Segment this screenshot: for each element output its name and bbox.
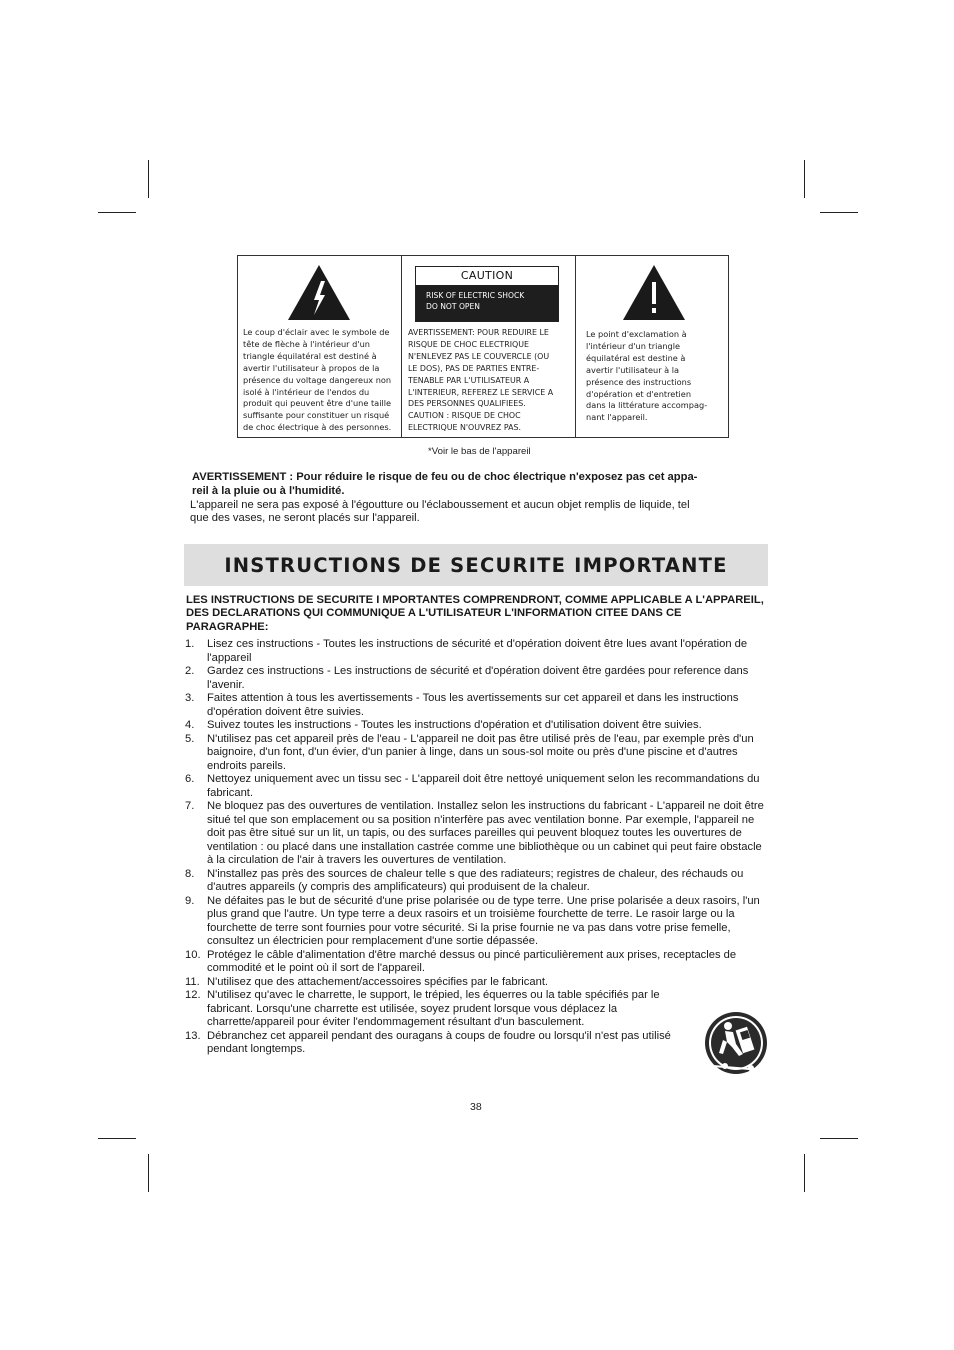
section-title: INSTRUCTIONS DE SECURITE IMPORTANTE bbox=[224, 553, 728, 577]
item-number: 8. bbox=[185, 867, 195, 880]
exclamation-warning-cell bbox=[576, 256, 728, 437]
item-number: 2. bbox=[185, 665, 195, 677]
item-text: Gardez ces instructions - Les instructions de sécurité et d'opération doivent être gardées pour reference dans l'avenir. bbox=[207, 665, 749, 691]
exclamation-triangle-icon bbox=[622, 264, 686, 321]
item-text: Nettoyez uniquement avec un tissu sec - L'appareil doit être nettoyé uniquement selon les recommandations du fabricant. bbox=[207, 773, 760, 799]
warning-panel bbox=[237, 255, 729, 438]
list-item bbox=[185, 692, 770, 719]
instructions-list bbox=[185, 638, 770, 1057]
list-item bbox=[185, 976, 770, 990]
caution-warning-text: AVERTISSEMENT: POUR REDUIRE LE RISQUE DE CHOC ELECTRIQUE N'ENLEVEZ PAS LE COUVERCLE (OU LE DOS), PAS DE PARTIES ENTRE- TENABLE PAR L'UTILISATEUR A L'INTERIEUR, REFEREZ LE SERVICE A DES PERSONNES QUALIFIEES. CAUTION : RISQUE DE CHOC ELECTRIQUE N'OUVREZ PAS. bbox=[408, 328, 554, 433]
list-item bbox=[185, 773, 770, 800]
item-number: 3. bbox=[185, 692, 195, 704]
list-item bbox=[185, 800, 770, 868]
item-number: 13. bbox=[185, 1029, 201, 1042]
item-text: N'installez pas près des sources de chaleur telle s que des radiateurs; registres de chaleur, des réchauds ou d'autres appareils (y compris des amplificateurs) qui produisent de la chaleur. bbox=[207, 867, 744, 893]
item-text: N'utilisez que des attachement/accessoires spécifies par le fabricant. bbox=[207, 975, 549, 988]
crop-mark bbox=[820, 1138, 858, 1139]
item-text: Protégez le câble d'alimentation d'être marché dessus ou pincé particulièrement aux prises, receptacles de commodité et le point où il sort de l'appareil. bbox=[207, 948, 737, 974]
crop-mark bbox=[820, 212, 858, 213]
list-item bbox=[185, 949, 770, 976]
item-text: Ne défaites pas le but de sécurité d'une prise polarisée ou de type terre. Une prise polarisée a deux rasoirs, l'un plus grand que l'autre. Un type terre a deux rasoirs et un troisième fourchette de terre. Le rasoir large ou la fourchette de terre sont fournies pour votre sécurité. Si la prise fournie ne va pas dans votre prise femelle, consultez un électricien pour remplacement d'une sortie dépassée. bbox=[207, 894, 760, 947]
list-item bbox=[185, 665, 770, 692]
item-text: Débranchez cet appareil pendant des ouragans à coups de foudre ou lorsqu'il n'est pas utilisé pendant longtemps. bbox=[207, 1029, 671, 1055]
item-text: Lisez ces instructions - Toutes les instructions de sécurité et d'opération doivent être lues avant l'opération de l'appareil bbox=[207, 638, 748, 664]
crop-mark bbox=[98, 1138, 136, 1139]
crop-mark bbox=[804, 160, 805, 198]
item-number: 6. bbox=[185, 773, 195, 785]
avertissement-bold: AVERTISSEMENT : Pour réduire le risque de feu ou de choc électrique n'exposez pas cet appa- reil à la pluie ou à l'humidité. bbox=[192, 471, 698, 497]
cart-tip-over-warning-icon bbox=[703, 1010, 769, 1076]
item-text: N'utilisez pas cet appareil près de l'eau - L'appareil ne doit pas être utilisé près de l'eau, par exemple près d'un baignoire, d'un font, d'un évier, d'un panier à linge, dans un sous-sol moite ou près d'une piscine et d'autres endroits pareils. bbox=[207, 732, 754, 772]
list-item bbox=[185, 895, 770, 949]
caution-cell bbox=[402, 256, 576, 437]
item-text: Ne bloquez pas des ouvertures de ventilation. Installez selon les instructions du fabricant - L'appareil ne doit être situé tel que son emplacement ou sa position n'interfère pas avec ventilation bonne. Par exemple, l'appareil ne doit pas être situé sur un lit, un tapis, ou des surfaces pareilles qui peuvent bloquez toutes les ouvertures de ventilation : ou placé dans une installation castrée comme une bibliothèque ou un cabinet qui peut faire obstacle à la circulation de l'air à travers les ouvertures de ventilation. bbox=[207, 800, 764, 866]
item-number: 4. bbox=[185, 719, 195, 731]
page-number: 38 bbox=[470, 1101, 482, 1113]
item-number: 9. bbox=[185, 894, 195, 907]
caution-label bbox=[415, 266, 559, 322]
crop-mark bbox=[804, 1154, 805, 1192]
item-number: 11. bbox=[185, 975, 200, 988]
item-text: Suivez toutes les instructions - Toutes les instructions d'opération et d'utilisation doivent être suivies. bbox=[207, 719, 702, 731]
crop-mark bbox=[148, 160, 149, 198]
avertissement-text: L'appareil ne sera pas exposé à l'égoutture ou l'éclaboussement et aucun objet remplis de liquide, tel que des vases, ne seront placés sur l'appareil. bbox=[190, 498, 690, 525]
caution-band-text: RISK OF ELECTRIC SHOCK DO NOT OPEN bbox=[416, 285, 558, 321]
list-item bbox=[185, 989, 707, 1030]
item-text: N'utilisez qu'avec le charrette, le support, le trépied, les équerres ou la table spécifiés par le fabricant. Lorsqu'une charrette est utilisée, soyez prudent lorsque vous déplacez la charrette/appareil pour éviter l'endommagement résultant d'un basculement. bbox=[207, 989, 660, 1028]
list-item bbox=[185, 868, 770, 895]
item-number: 1. bbox=[185, 638, 195, 650]
item-number: 5. bbox=[185, 732, 195, 745]
list-item bbox=[185, 733, 770, 774]
exclamation-warning-text: Le point d'exclamation à l'intérieur d'un triangle équilatéral est destine à avertir l'utilisateur à la présence des instructions d'opération et d'entretien dans la littérature accompag- nant l'appareil. bbox=[586, 329, 708, 423]
crop-mark bbox=[98, 212, 136, 213]
item-number: 10. bbox=[185, 948, 201, 961]
lightning-triangle-icon bbox=[287, 264, 351, 321]
caution-title: CAUTION bbox=[460, 269, 514, 282]
crop-mark bbox=[148, 1154, 149, 1192]
intro-paragraph: LES INSTRUCTIONS DE SECURITE I MPORTANTES COMPRENDRONT, COMME APPLICABLE A L'APPAREIL, DES DECLARATIONS QUI COMMUNIQUE A L'UTILISATEUR L'INFORMATION CITEE DANS CE PARAGRAPHE: bbox=[186, 594, 764, 633]
list-item bbox=[185, 719, 770, 733]
lightning-warning-text: Le coup d'éclair avec le symbole de tête de flèche à l'intérieur d'un triangle équilatéral est destiné à avertir l'utilisateur à propos de la présence du voltage dangereux non isolé à l'intérieur de l'endos du produit qui peuvent être d'une taille suffisante pour constituer un risqué de choc électrique à des personnes. bbox=[243, 327, 392, 433]
bottom-of-device-note: *Voir le bas de l'appareil bbox=[428, 446, 531, 457]
lightning-warning-cell bbox=[238, 256, 402, 437]
section-banner bbox=[184, 544, 768, 586]
list-item bbox=[185, 1030, 707, 1057]
item-number: 7. bbox=[185, 800, 195, 812]
list-item bbox=[185, 638, 770, 665]
avertissement-block bbox=[192, 471, 762, 526]
item-number: 12. bbox=[185, 989, 201, 1001]
item-text: Faites attention à tous les avertissements - Tous les avertissements sur cet appareil et dans les instructions d'opération doivent être suivies. bbox=[207, 692, 739, 718]
